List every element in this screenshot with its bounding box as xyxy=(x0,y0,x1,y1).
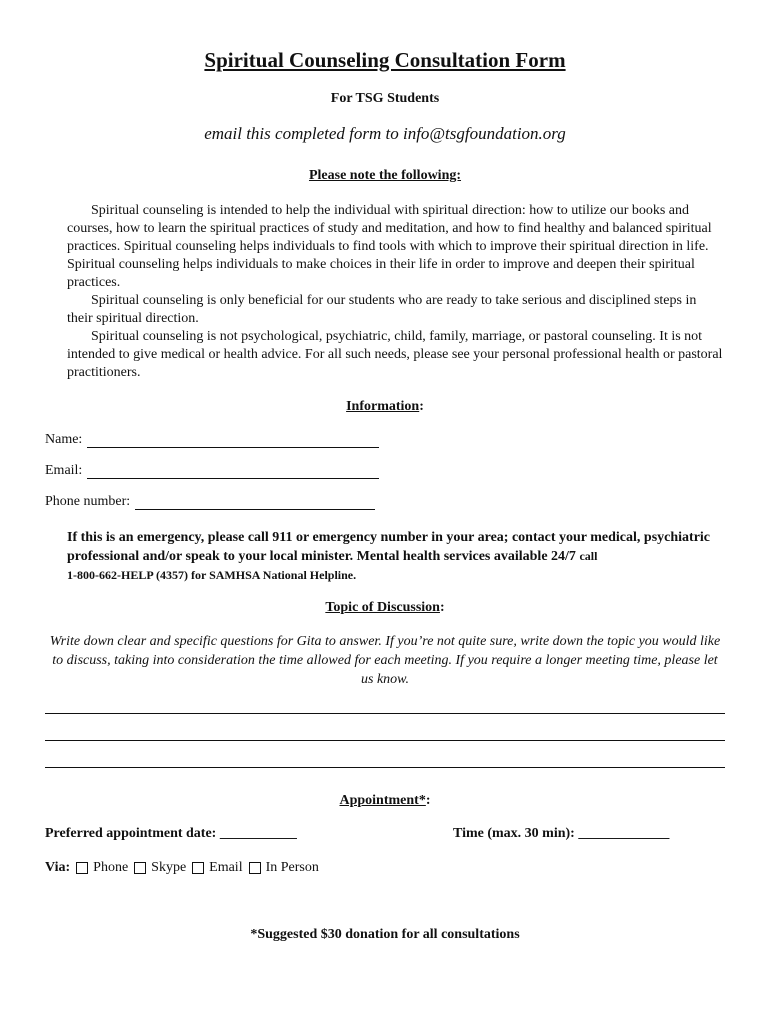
name-label: Name: xyxy=(45,432,83,447)
information-heading-colon: : xyxy=(419,399,424,414)
via-option-in-person[interactable] xyxy=(249,860,319,876)
appointment-heading-colon: : xyxy=(425,793,431,808)
email-option-label: Email xyxy=(209,860,243,875)
information-heading-text: Information xyxy=(346,399,420,414)
note-paragraph: Spiritual counseling is only beneficial for our students who are ready to take serious and disciplined steps in their spiritual direction. xyxy=(67,293,697,326)
email-label: Email: xyxy=(45,463,83,478)
via-options-row xyxy=(45,860,325,876)
via-option-skype[interactable] xyxy=(134,860,186,876)
skype-option-label: Skype xyxy=(151,860,187,875)
note-paragraph: Spiritual counseling is intended to help the individual with spiritual direction: how to utilize our books and courses, how to learn the spiritual practices of study and meditation, and how to find healthy and balanced spiritual practices. Spiritual counseling helps individuals to find tools with which to improve their spiritual direction in life. Spiritual counseling helps individuals to make choices in their life in order to improve and deepen their spiritual practices. xyxy=(67,203,712,290)
information-heading xyxy=(0,399,770,415)
phone-option-label: Phone xyxy=(93,860,129,875)
topic-instructions: Write down clear and specific questions for Gita to answer. If you’re not quite sure, write down the topic you would like to discuss, taking into consideration the time allowed for each meeting. If you require a longer meeting time, please let us know. xyxy=(49,634,721,687)
emergency-notice xyxy=(67,529,727,585)
phone-field-row xyxy=(45,494,375,510)
form-title: Spiritual Counseling Consultation Form xyxy=(204,48,566,72)
appointment-row xyxy=(45,826,725,842)
in-person-option-label: In Person xyxy=(265,860,319,875)
email-field[interactable] xyxy=(87,464,379,479)
name-field-row xyxy=(45,432,379,448)
form-subtitle: For TSG Students xyxy=(330,91,440,106)
appointment-heading-text: Appointment* xyxy=(339,793,426,808)
notes-heading-text: Please note the following: xyxy=(308,168,462,183)
topic-answer-line[interactable] xyxy=(45,767,725,768)
topic-heading xyxy=(0,600,770,616)
emergency-text: If this is an emergency, please call 911 or emergency number in your area; contact your medical, psychiatric professional and/or speak to your local minister. Mental health services available 24/7 xyxy=(67,530,711,564)
via-label: Via: xyxy=(45,860,71,875)
topic-answer-line[interactable] xyxy=(45,713,725,714)
phone-checkbox[interactable] xyxy=(76,862,88,874)
skype-checkbox[interactable] xyxy=(134,862,146,874)
emergency-helpline: 1-800-662-HELP (4357) for SAMHSA National Helpline. xyxy=(67,568,357,582)
note-paragraph: Spiritual counseling is not psychological, psychiatric, child, family, marriage, or pastoral counseling. It is not intended to give medical or health advice. For all such needs, please see your personal professional health or pastoral practitioners. xyxy=(67,329,723,380)
phone-field[interactable] xyxy=(135,495,375,510)
via-option-phone[interactable] xyxy=(76,860,128,876)
in-person-checkbox[interactable] xyxy=(249,862,261,874)
email-instruction: email this completed form to info@tsgfoundation.org xyxy=(204,124,566,143)
notes-heading xyxy=(0,168,770,184)
donation-note: *Suggested $30 donation for all consultations xyxy=(250,927,520,942)
topic-heading-colon: : xyxy=(439,600,445,615)
notes-body xyxy=(67,202,723,382)
name-field[interactable] xyxy=(87,433,379,448)
appointment-heading xyxy=(0,793,770,809)
preferred-date-field[interactable]: Preferred appointment date: ___________ xyxy=(45,826,297,841)
email-field-row xyxy=(45,463,379,479)
email-checkbox[interactable] xyxy=(192,862,204,874)
time-field[interactable]: Time (max. 30 min): _____________ xyxy=(453,826,670,841)
phone-label: Phone number: xyxy=(45,494,131,509)
topic-answer-line[interactable] xyxy=(45,740,725,741)
topic-heading-text: Topic of Discussion xyxy=(325,600,440,615)
emergency-call-word: call xyxy=(579,549,598,563)
via-option-email[interactable] xyxy=(192,860,242,876)
